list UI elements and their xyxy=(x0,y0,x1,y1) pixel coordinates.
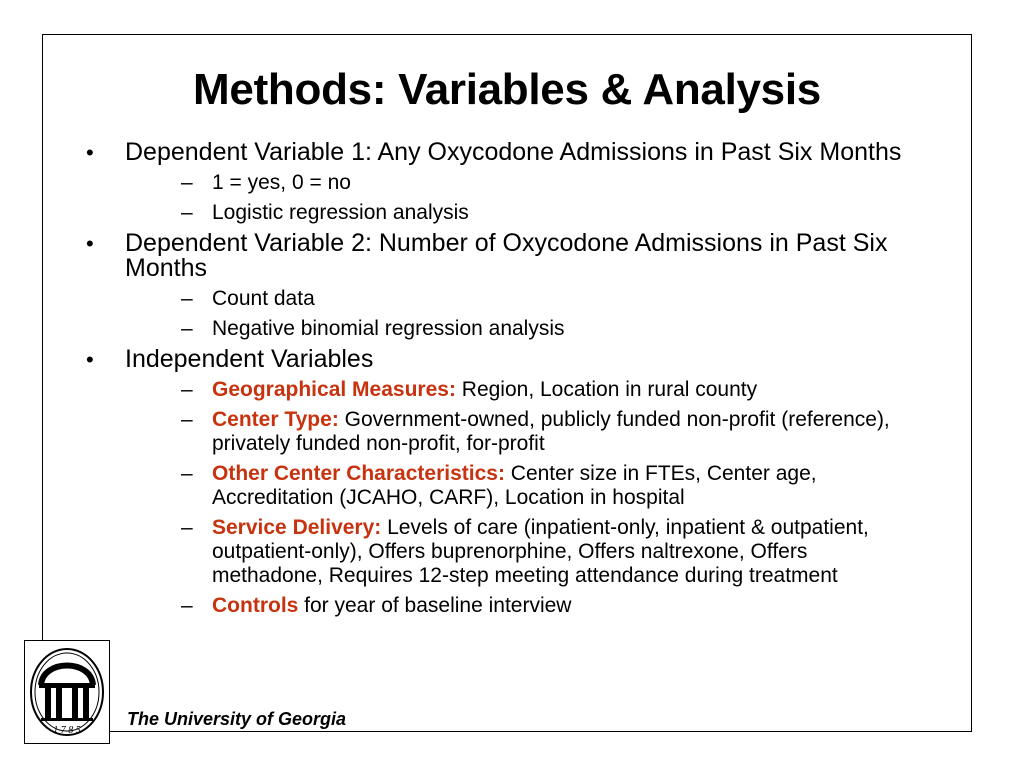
sub-bullet-item xyxy=(125,317,924,341)
dash-marker: – xyxy=(181,408,193,431)
sub-bullet-separator: : xyxy=(374,516,382,539)
sub-bullet-text: Negative binomial regression analysis xyxy=(212,317,565,340)
sub-bullet-text: Region, Location in rural county xyxy=(455,378,758,401)
bullet-marker: • xyxy=(86,140,94,165)
sub-list xyxy=(125,287,924,341)
bullet-text: Dependent Variable 1: Any Oxycodone Admissions in Past Six Months xyxy=(125,138,902,166)
sub-bullet-label: Controls xyxy=(212,594,299,617)
sub-bullet-separator: : xyxy=(331,408,339,431)
slide-content xyxy=(84,140,924,624)
sub-bullet-text: Center size in FTEs, Center age, Accreditation (JCAHO, CARF), Location in hospital xyxy=(212,462,817,509)
dash-marker: – xyxy=(181,378,193,401)
footer-divider xyxy=(428,731,972,732)
bullet-item xyxy=(84,231,924,341)
bullet-marker: • xyxy=(86,231,94,256)
sub-bullet-text: 1 = yes, 0 = no xyxy=(212,171,351,194)
slide-title: Methods: Variables & Analysis xyxy=(193,65,821,114)
sub-bullet-item xyxy=(125,462,924,510)
dash-marker: – xyxy=(181,201,193,224)
bullet-text: Dependent Variable 2: Number of Oxycodone Admissions in Past Six Months xyxy=(125,229,888,282)
arch-seal-icon xyxy=(25,641,109,743)
sub-bullet-label: Other Center Characteristics xyxy=(212,462,498,485)
sub-bullet-item xyxy=(125,516,924,588)
sub-bullet-label: Center Type xyxy=(212,408,332,431)
sub-list xyxy=(125,171,924,225)
sub-bullet-separator: : xyxy=(497,462,505,485)
sub-bullet-item xyxy=(125,201,924,225)
sub-bullet-item xyxy=(125,171,924,195)
dash-marker: – xyxy=(181,516,193,539)
footer-institution: The University of Georgia xyxy=(127,709,347,729)
logo-year: 1 7 8 5 xyxy=(53,725,81,736)
dash-marker: – xyxy=(181,317,193,340)
sub-bullet-item xyxy=(125,408,924,456)
sub-bullet-text: Logistic regression analysis xyxy=(212,201,469,224)
sub-bullet-text: Government-owned, publicly funded non-profit (reference), privately funded non-profit, for-profit xyxy=(212,408,890,455)
dash-marker: – xyxy=(181,287,193,310)
sub-bullet-item xyxy=(125,287,924,311)
bullet-item xyxy=(84,140,924,225)
sub-bullet-separator: : xyxy=(448,378,456,401)
sub-bullet-item xyxy=(125,378,924,402)
sub-bullet-item xyxy=(125,594,924,618)
dash-marker: – xyxy=(181,594,193,617)
bullet-marker: • xyxy=(86,347,94,372)
sub-bullet-text: Levels of care (inpatient-only, inpatient & outpatient, outpatient-only), Offers buprenorphine, Offers naltrexone, Offers methadone, Requires 12-step meeting attendance during treatment xyxy=(212,516,869,587)
bullet-item xyxy=(84,347,924,618)
sub-list xyxy=(125,378,924,618)
university-logo xyxy=(24,640,110,744)
bullet-text: Independent Variables xyxy=(125,345,374,373)
sub-bullet-text: Count data xyxy=(212,287,315,310)
sub-bullet-label: Geographical Measures xyxy=(212,378,449,401)
sub-bullet-text: for year of baseline interview xyxy=(298,594,572,617)
dash-marker: – xyxy=(181,462,193,485)
dash-marker: – xyxy=(181,171,193,194)
sub-bullet-label: Service Delivery xyxy=(212,516,375,539)
